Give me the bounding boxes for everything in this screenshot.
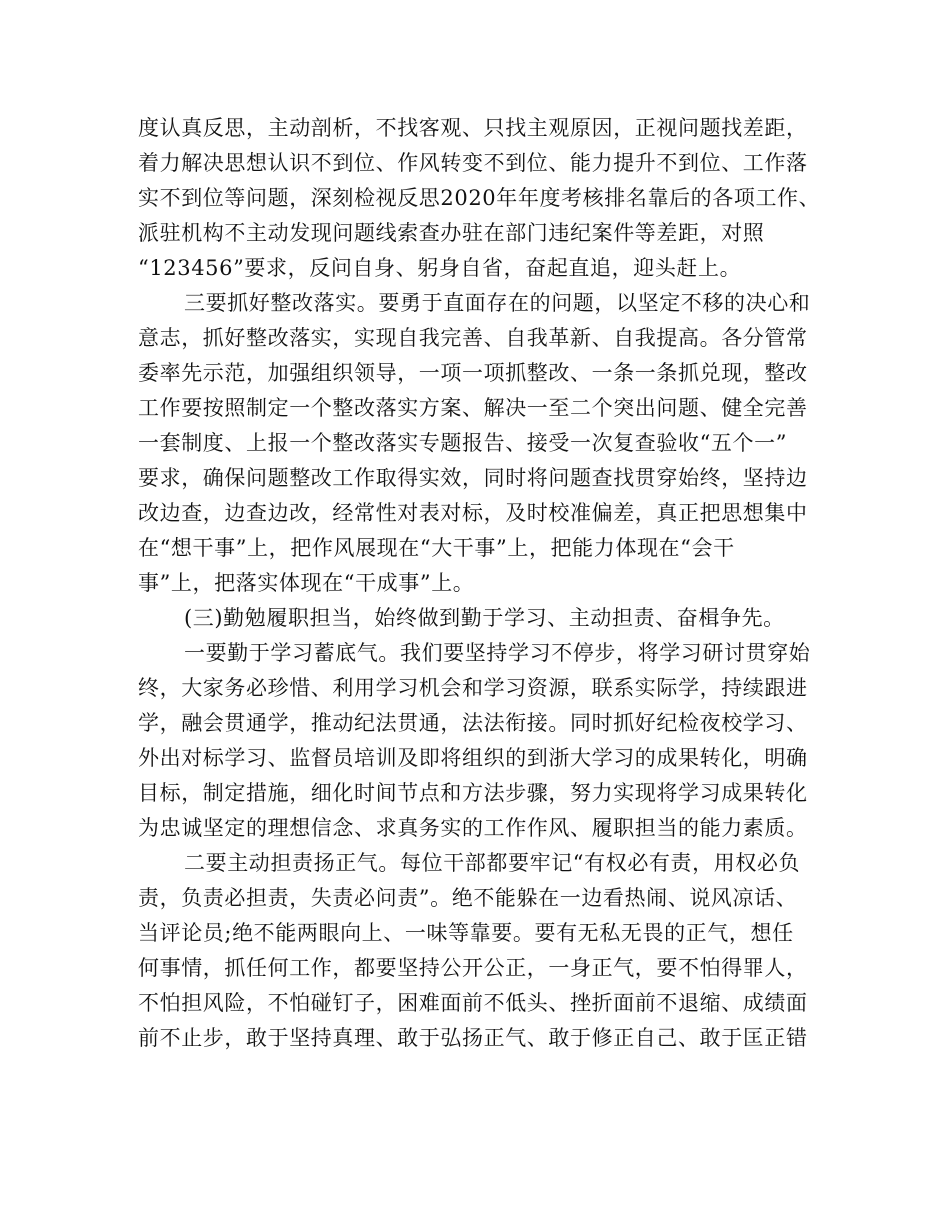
text-line: 实不到位等问题，深刻检视反思2020年年度考核排名靠后的各项工作、 — [138, 186, 821, 210]
text-line: 事”上，把落实体现在“干成事”上。 — [138, 571, 475, 595]
text-line: 着力解决思想认识不到位、作风转变不到位、能力提升不到位、工作落 — [138, 151, 808, 175]
text-line: “123456”要求，反问自身、躬身自省，奋起直追，迎头赶上。 — [138, 256, 742, 280]
paragraph-start-line: 一要勤于学习蓄底气。我们要坚持学习不停步，将学习研讨贯穿始 — [184, 641, 811, 665]
text-line: 度认真反思，主动剖析，不找客观、只找主观原因，正视问题找差距， — [138, 116, 808, 140]
text-line: 前不止步，敢于坚持真理、敢于弘扬正气、敢于修正自己、敢于匡正错 — [138, 1026, 808, 1050]
text-line: 意志，抓好整改落实，实现自我完善、自我革新、自我提高。各分管常 — [138, 326, 808, 350]
text-line: 要求，确保问题整改工作取得实效，同时将问题查找贯穿始终，坚持边 — [138, 466, 808, 490]
text-line: 改边查，边查边改，经常性对表对标，及时校准偏差，真正把思想集中 — [138, 501, 808, 525]
text-line: 目标，制定措施，细化时间节点和方法步骤，努力实现将学习成果转化 — [138, 781, 808, 805]
paragraph-start-line: 二要主动担责扬正气。每位干部都要牢记“有权必有责，用权必负 — [184, 851, 801, 875]
text-line: 责，负责必担责，失责必问责”。绝不能躲在一边看热闹、说风凉话、 — [138, 886, 798, 910]
text-line: 派驻机构不主动发现问题线索查办驻在部门违纪案件等差距，对照 — [138, 221, 765, 245]
text-line: 为忠诚坚定的理想信念、求真务实的工作作风、履职担当的能力素质。 — [138, 816, 808, 840]
text-line: 工作要按照制定一个整改落实方案、解决一至二个突出问题、健全完善 — [138, 396, 808, 420]
text-line: 终，大家务必珍惜、利用学习机会和学习资源，联系实际学，持续跟进 — [138, 676, 808, 700]
text-line: 一套制度、上报一个整改落实专题报告、接受一次复查验收“五个一” — [138, 431, 788, 455]
section-heading-line: (三)勤勉履职担当，始终做到勤于学习、主动担责、奋楫争先。 — [184, 606, 785, 630]
text-line: 何事情，抓任何工作，都要坚持公开公正，一身正气，要不怕得罪人， — [138, 956, 808, 980]
text-line: 委率先示范，加强组织领导，一项一项抓整改、一条一条抓兑现，整改 — [138, 361, 808, 385]
text-line: 学，融会贯通学，推动纪法贯通，法法衔接。同时抓好纪检夜校学习、 — [138, 711, 808, 735]
text-line: 不怕担风险，不怕碰钉子，困难面前不低头、挫折面前不退缩、成绩面 — [138, 991, 808, 1015]
paragraph-start-line: 三要抓好整改落实。要勇于直面存在的问题，以坚定不移的决心和 — [184, 291, 811, 315]
text-line: 在“想干事”上，把作风展现在“大干事”上，把能力体现在“会干 — [138, 536, 735, 560]
text-line: 外出对标学习、监督员培训及即将组织的到浙大学习的成果转化，明确 — [138, 746, 808, 770]
text-line: 当评论员;绝不能两眼向上、一味等靠要。要有无私无畏的正气，想任 — [138, 921, 794, 945]
